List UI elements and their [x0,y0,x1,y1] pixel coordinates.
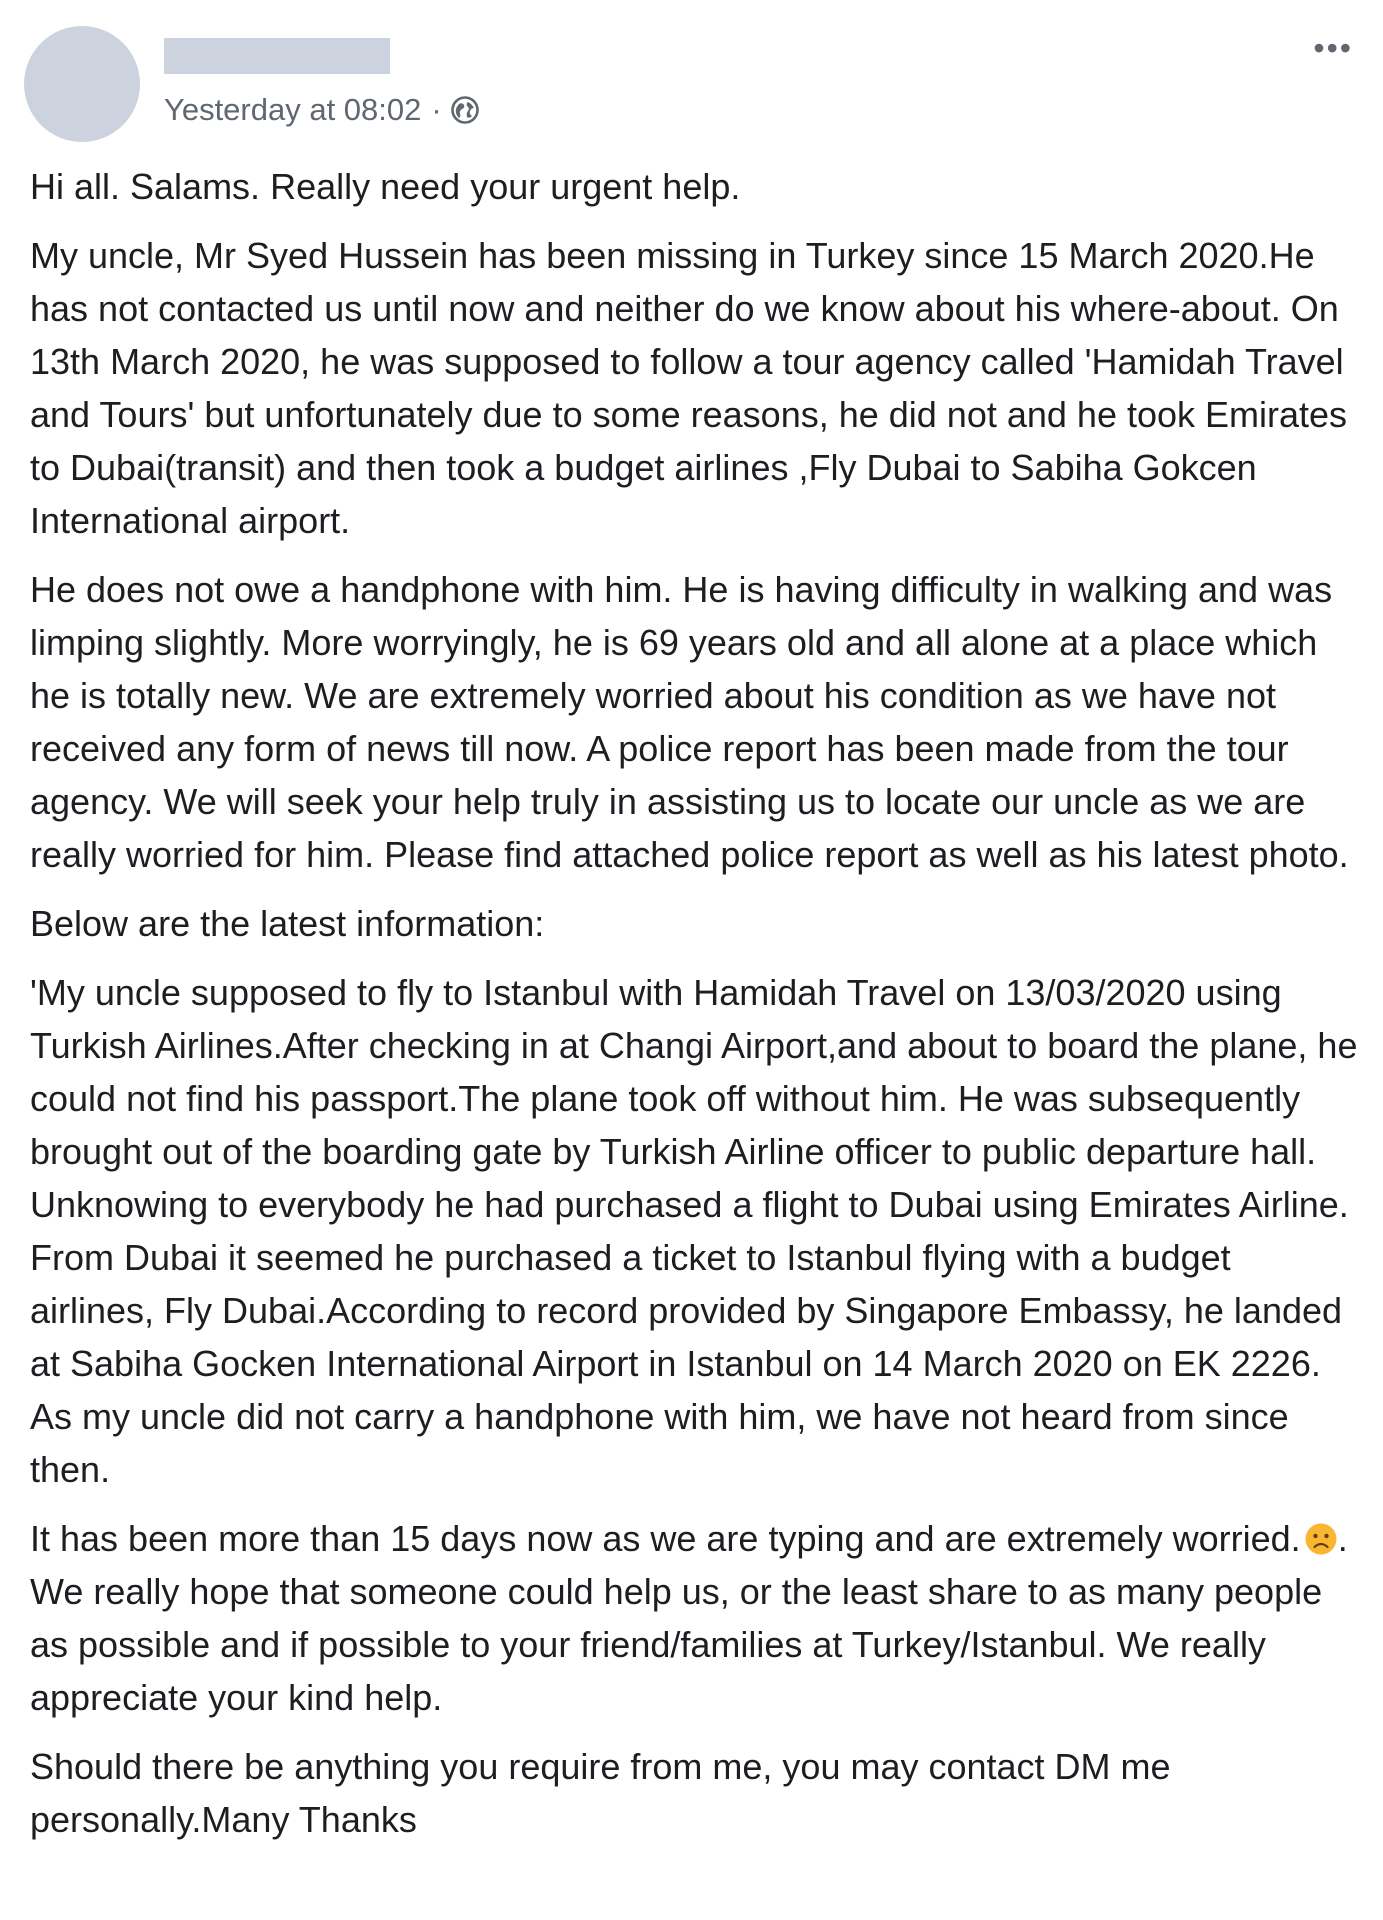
post-paragraph: My uncle, Mr Syed Hussein has been missing in Turkey since 15 March 2020.He has not contacted us until now and neither do we know about his where-about. On 13th March 2020, he was supposed to follow a tour agency called 'Hamidah Travel and Tours' but unfortunately due to some reasons, he did not and he took Emirates to Dubai(transit) and then took a budget airlines ,Fly Dubai to Sabiha Gokcen International airport. [30,235,1348,541]
post-paragraph: 'My uncle supposed to fly to Istanbul with Hamidah Travel on 13/03/2020 using Turkish Airlines.After checking in at Changi Airport,and about to board the plane, he could not find his passport.The plane took off without him. He was subsequently brought out of the boarding gate by Turkish Airline officer to public departure hall. Unknowing to everybody he had purchased a flight to Dubai using Emirates Airline. From Dubai it seemed he purchased a ticket to Istanbul flying with a budget airlines, Fly Dubai.According to record provided by Singapore Embassy, he landed at Sabiha Gocken International Airport in Istanbul on 14 March 2020 on EK 2226. As my uncle did not carry a handphone with him, we have not heard from since then. [30,972,1358,1490]
meta-separator: · [431,92,442,127]
post-timestamp[interactable]: Yesterday at 08:02 [164,92,422,127]
post-paragraph: He does not owe a handphone with him. He is having difficulty in walking and was limping slightly. More worryingly, he is 69 years old and all alone at a place which he is totally new. We are extremely worried about his condition as we have not received any form of news till now. A police report has been made from the tour agency. We will seek your help truly in assisting us to locate our uncle as we are really worried for him. Please find attached police report as well as his latest photo. [30,569,1349,875]
avatar[interactable] [24,26,140,142]
post-meta [164,90,480,130]
paragraph-text: . We really hope that someone could help us, or the least share to as many people as possible and if possible to your friend/families at Turkey/Istanbul. We really appreciate your kind help. [30,1518,1348,1718]
globe-icon[interactable] [450,95,480,125]
post-paragraph-with-emoji [30,1512,1360,1724]
more-options-icon[interactable]: ••• [1313,30,1353,66]
post-body [30,160,1360,1862]
author-name-redacted[interactable] [164,38,390,74]
frowning-face-emoji [1304,1517,1338,1551]
post-paragraph: Should there be anything you require from me, you may contact DM me personally.Many Thanks [30,1746,1171,1840]
post-paragraph: Hi all. Salams. Really need your urgent help. [30,166,741,207]
paragraph-text: It has been more than 15 days now as we are typing and are extremely worried. [30,1518,1301,1559]
post-paragraph: Below are the latest information: [30,903,545,944]
